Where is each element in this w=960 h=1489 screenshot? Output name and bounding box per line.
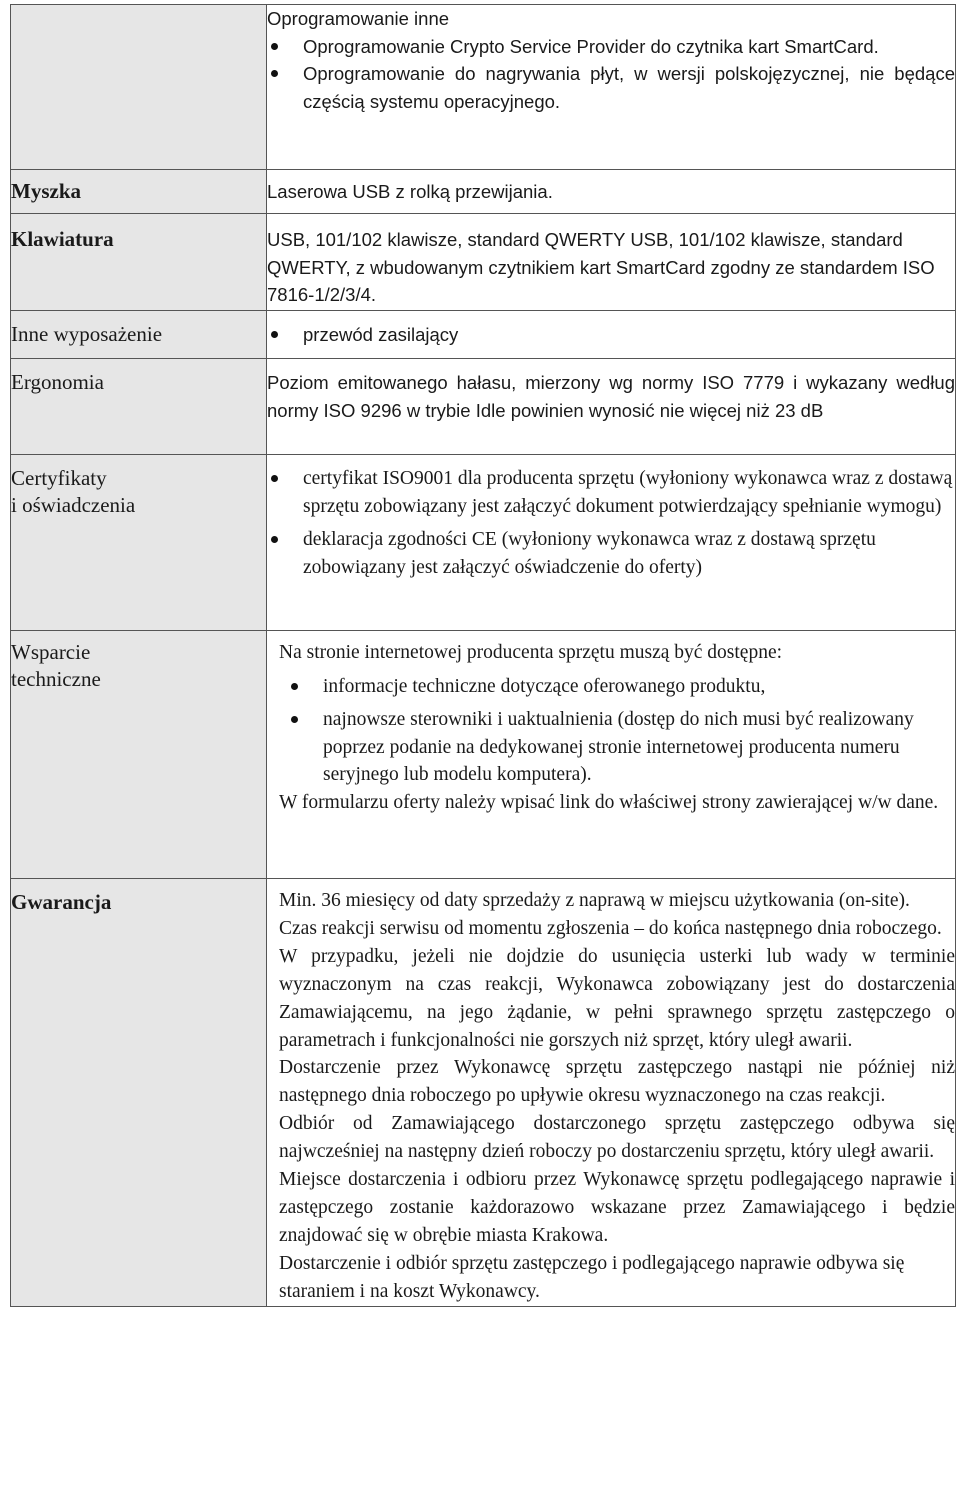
row-mouse — [11, 170, 956, 214]
other-equipment-cell — [267, 311, 956, 359]
list-item: informacje techniczne dotyczące oferowanego produktu, — [287, 673, 955, 701]
list-item: przewód zasilający — [267, 321, 955, 349]
certificates-label — [11, 455, 267, 631]
warranty-paragraph: Min. 36 miesięcy od daty sprzedaży z naprawą w miejscu użytkowania (on-site). — [279, 890, 910, 911]
ergonomics-value: Poziom emitowanego hałasu, mierzony wg normy ISO 7779 i wykazany według normy ISO 9296 w trybie Idle powinien wynosić nie więcej niż 23 dB — [267, 359, 956, 455]
keyboard-value: USB, 101/102 klawisze, standard QWERTY USB, 101/102 klawisze, standard QWERTY, z wbudowanym czytnikiem kart SmartCard zgodny ze standardem ISO 7816-1/2/3/4. — [267, 214, 956, 311]
support-intro: Na stronie internetowej producenta sprzętu muszą być dostępne: — [279, 642, 783, 663]
software-other-heading: Oprogramowanie inne — [267, 8, 450, 29]
support-label-line1: Wsparcie — [11, 640, 91, 664]
certificates-list — [267, 465, 955, 581]
row-label-empty — [11, 5, 267, 170]
support-label-line2: techniczne — [11, 667, 101, 691]
mouse-value: Laserowa USB z rolką przewijania. — [267, 170, 956, 214]
warranty-paragraph: Miejsce dostarczenia i odbioru przez Wykonawcę sprzętu podlegającego naprawie i zastępczego zostanie każdorazowo wskazane przez Zamawiającego i będzie znajdować się w obrębie miasta Krakowa. — [279, 1169, 955, 1246]
list-item: Oprogramowanie do nagrywania płyt, w wersji polskojęzycznej, nie będące częścią systemu operacyjnego. — [267, 60, 955, 115]
certificates-cell — [267, 455, 956, 631]
other-equipment-list — [267, 321, 955, 349]
row-ergonomics — [11, 359, 956, 455]
row-warranty — [11, 879, 956, 1307]
support-outro: W formularzu oferty należy wpisać link do właściwej strony zawierającej w/w dane. — [279, 791, 939, 813]
row-certificates — [11, 455, 956, 631]
support-label — [11, 631, 267, 879]
warranty-paragraph: Czas reakcji serwisu od momentu zgłoszenia – do końca następnego dnia roboczego. — [279, 917, 942, 939]
warranty-paragraph: W przypadku, jeżeli nie dojdzie do usunięcia usterki lub wady w terminie wyznaczonym na czas reakcji, Wykonawca zobowiązany jest do dostarczenia Zamawiającemu, na jego żądanie, w pełni sprawnego sprzętu zastępczego o parametrach i funkcjonalności nie gorszych niż sprzęt, który uległ awarii. — [279, 945, 955, 1051]
support-cell — [267, 631, 956, 879]
list-item: najnowsze sterowniki i uaktualnienia (dostęp do nich musi być realizowany poprzez podanie na dedykowanej stronie internetowej producenta numeru seryjnego lub modelu komputera). — [287, 706, 955, 789]
software-other-list — [267, 33, 955, 116]
warranty-paragraph: Dostarczenie przez Wykonawcę sprzętu zastępczego nastąpi nie później niż następnego dnia roboczego po upływie okresu wyznaczonego na czas reakcji. — [279, 1057, 955, 1107]
other-equipment-label: Inne wyposażenie — [11, 311, 267, 359]
keyboard-label: Klawiatura — [11, 214, 267, 311]
support-list — [287, 673, 955, 789]
specification-table — [10, 4, 956, 1307]
certificates-label-line1: Certyfikaty — [11, 466, 107, 490]
warranty-cell — [267, 879, 956, 1307]
software-other-cell — [267, 5, 956, 170]
row-technical-support — [11, 631, 956, 879]
warranty-label: Gwarancja — [11, 879, 267, 1307]
ergonomics-label: Ergonomia — [11, 359, 267, 455]
list-item: deklaracja zgodności CE (wyłoniony wykonawca wraz z dostawą sprzętu zobowiązany jest załączyć oświadczenie do oferty) — [267, 526, 955, 581]
list-item: certyfikat ISO9001 dla producenta sprzętu (wyłoniony wykonawca wraz z dostawą sprzętu zobowiązany jest załączyć dokument potwierdzający spełnianie wymogu) — [267, 465, 955, 520]
row-keyboard — [11, 214, 956, 311]
warranty-paragraph: Odbiór od Zamawiającego dostarczonego sprzętu zastępczego odbywa się najwcześniej na następny dzień roboczy po dostarczeniu sprzętu, który uległ awarii. — [279, 1113, 955, 1163]
row-other-equipment — [11, 311, 956, 359]
certificates-label-line2: i oświadczenia — [11, 493, 136, 517]
mouse-label: Myszka — [11, 170, 267, 214]
warranty-paragraph: Dostarczenie i odbiór sprzętu zastępczego i podlegającego naprawie odbywa się staraniem i na koszt Wykonawcy. — [279, 1252, 905, 1302]
row-software-other — [11, 5, 956, 170]
list-item: Oprogramowanie Crypto Service Provider do czytnika kart SmartCard. — [267, 33, 955, 61]
